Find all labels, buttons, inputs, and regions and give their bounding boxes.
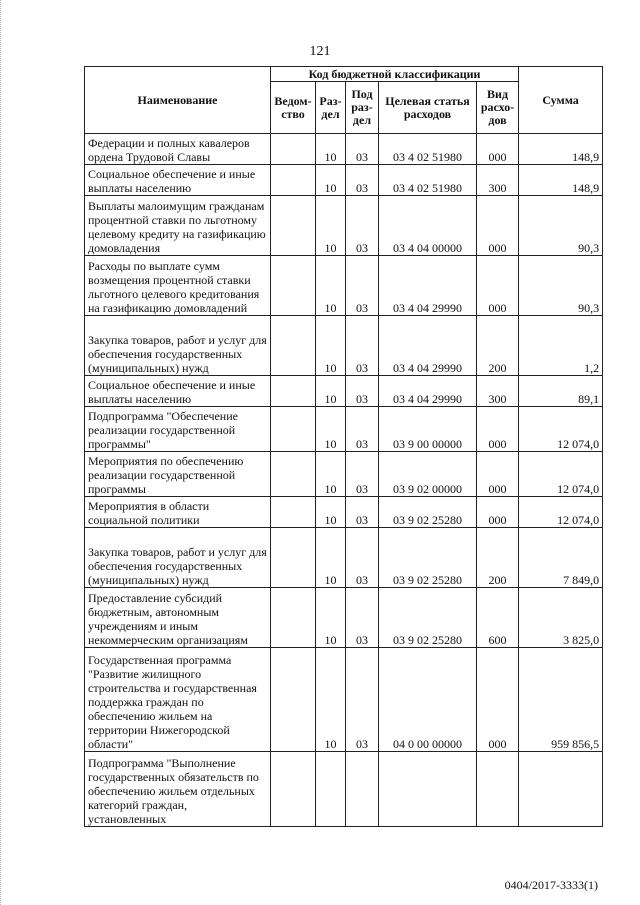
row-summa: 959 856,5 — [519, 648, 603, 752]
page-number: 121 — [309, 44, 331, 59]
row-podrazdel: 03 — [346, 648, 379, 752]
table-row — [85, 588, 603, 648]
budget-table — [84, 66, 603, 827]
header-podrazdel: Под раз-дел — [346, 82, 379, 134]
row-summa: 89,1 — [519, 376, 603, 407]
row-vid: 000 — [477, 256, 519, 316]
row-ved — [271, 134, 316, 165]
scan-edge — [0, 0, 3, 905]
row-summa: 148,9 — [519, 165, 603, 196]
row-vid: 600 — [477, 588, 519, 648]
row-podrazdel: 03 — [346, 452, 379, 497]
row-razdel: 10 — [316, 196, 346, 256]
row-ved — [271, 316, 316, 376]
row-podrazdel — [346, 752, 379, 827]
table-row — [85, 316, 603, 376]
row-ved — [271, 648, 316, 752]
row-summa: 90,3 — [519, 196, 603, 256]
table-row — [85, 376, 603, 407]
row-razdel: 10 — [316, 648, 346, 752]
row-name: Социальное обеспечение и иные выплаты населению — [85, 376, 271, 407]
row-ved — [271, 528, 316, 588]
table-row — [85, 752, 603, 827]
row-vid: 000 — [477, 452, 519, 497]
table-row — [85, 528, 603, 588]
row-name: Федерации и полных кавалеров ордена Трудовой Славы — [85, 134, 271, 165]
row-podrazdel: 03 — [346, 528, 379, 588]
row-vid — [477, 752, 519, 827]
row-celevaya: 03 4 02 51980 — [379, 165, 477, 196]
row-podrazdel: 03 — [346, 376, 379, 407]
row-name: Предоставление субсидий бюджетным, автономным учреждениям и иным некоммерческим организациям — [85, 588, 271, 648]
row-celevaya: 03 4 02 51980 — [379, 134, 477, 165]
table-row — [85, 452, 603, 497]
row-vid: 000 — [477, 407, 519, 452]
row-name: Подпрограмма "Обеспечение реализации государственной программы" — [85, 407, 271, 452]
row-celevaya: 03 9 02 25280 — [379, 497, 477, 528]
row-ved — [271, 407, 316, 452]
document-code: 0404/2017-3333(1) — [504, 878, 598, 892]
row-name: Подпрограмма "Выполнение государственных обязательств по обеспечению жильем отдельных категорий граждан, установленных — [85, 752, 271, 827]
row-summa: 12 074,0 — [519, 407, 603, 452]
table-row — [85, 256, 603, 316]
row-celevaya: 03 9 02 00000 — [379, 452, 477, 497]
row-ved — [271, 376, 316, 407]
row-summa — [519, 752, 603, 827]
row-summa: 90,3 — [519, 256, 603, 316]
table-body — [85, 134, 603, 827]
row-celevaya: 03 4 04 29990 — [379, 316, 477, 376]
row-vid: 000 — [477, 648, 519, 752]
row-razdel: 10 — [316, 407, 346, 452]
row-summa: 12 074,0 — [519, 452, 603, 497]
row-ved — [271, 196, 316, 256]
row-name: Закупка товаров, работ и услуг для обеспечения государственных (муниципальных) нужд — [85, 316, 271, 376]
row-podrazdel: 03 — [346, 407, 379, 452]
table-row — [85, 196, 603, 256]
row-name: Выплаты малоимущим гражданам процентной ставки по льготному целевому кредиту на газификацию домовладения — [85, 196, 271, 256]
header-name: Наименование — [85, 67, 271, 134]
row-podrazdel: 03 — [346, 134, 379, 165]
row-vid: 300 — [477, 165, 519, 196]
header-classification-group: Код бюджетной классификации — [271, 67, 519, 82]
row-razdel: 10 — [316, 165, 346, 196]
row-razdel: 10 — [316, 376, 346, 407]
header-celevaya: Целевая статья расходов — [379, 82, 477, 134]
row-vid: 000 — [477, 196, 519, 256]
table-row — [85, 648, 603, 752]
row-name: Мероприятия по обеспечению реализации государственной программы — [85, 452, 271, 497]
row-razdel: 10 — [316, 497, 346, 528]
table-row — [85, 407, 603, 452]
row-razdel: 10 — [316, 452, 346, 497]
table-header — [85, 67, 603, 134]
row-summa: 12 074,0 — [519, 497, 603, 528]
row-podrazdel: 03 — [346, 316, 379, 376]
header-summa: Сумма — [519, 67, 603, 134]
row-razdel: 10 — [316, 134, 346, 165]
row-vid: 300 — [477, 376, 519, 407]
row-ved — [271, 752, 316, 827]
row-celevaya: 03 9 02 25280 — [379, 528, 477, 588]
row-razdel: 10 — [316, 528, 346, 588]
row-name: Социальное обеспечение и иные выплаты населению — [85, 165, 271, 196]
row-ved — [271, 256, 316, 316]
row-podrazdel: 03 — [346, 497, 379, 528]
row-razdel: 10 — [316, 316, 346, 376]
row-ved — [271, 452, 316, 497]
table-row — [85, 134, 603, 165]
row-summa: 1,2 — [519, 316, 603, 376]
row-summa: 148,9 — [519, 134, 603, 165]
row-celevaya: 03 4 04 29990 — [379, 256, 477, 316]
row-vid: 200 — [477, 528, 519, 588]
row-podrazdel: 03 — [346, 256, 379, 316]
row-name: Мероприятия в области социальной политики — [85, 497, 271, 528]
row-celevaya: 03 9 02 25280 — [379, 588, 477, 648]
row-ved — [271, 165, 316, 196]
table-row — [85, 497, 603, 528]
row-razdel: 10 — [316, 256, 346, 316]
row-vid: 000 — [477, 497, 519, 528]
header-razdel: Раз-дел — [316, 82, 346, 134]
row-podrazdel: 03 — [346, 196, 379, 256]
row-celevaya: 03 4 04 29990 — [379, 376, 477, 407]
row-razdel: 10 — [316, 588, 346, 648]
row-razdel — [316, 752, 346, 827]
table-row — [85, 165, 603, 196]
row-name: Государственная программа "Развитие жилищного строительства и государственная поддержка граждан по обеспечению жильем на территории Нижегородской области" — [85, 648, 271, 752]
row-podrazdel: 03 — [346, 588, 379, 648]
row-vid: 200 — [477, 316, 519, 376]
header-vedomstvo: Ведом-ство — [271, 82, 316, 134]
row-summa: 7 849,0 — [519, 528, 603, 588]
row-celevaya — [379, 752, 477, 827]
row-summa: 3 825,0 — [519, 588, 603, 648]
row-celevaya: 03 9 00 00000 — [379, 407, 477, 452]
row-celevaya: 04 0 00 00000 — [379, 648, 477, 752]
row-celevaya: 03 4 04 00000 — [379, 196, 477, 256]
row-vid: 000 — [477, 134, 519, 165]
row-podrazdel: 03 — [346, 165, 379, 196]
header-vid: Вид расхо-дов — [477, 82, 519, 134]
row-ved — [271, 497, 316, 528]
row-name: Закупка товаров, работ и услуг для обеспечения государственных (муниципальных) нужд — [85, 528, 271, 588]
row-ved — [271, 588, 316, 648]
row-name: Расходы по выплате сумм возмещения процентной ставки льготного целевого кредитования на газификацию домовладений — [85, 256, 271, 316]
